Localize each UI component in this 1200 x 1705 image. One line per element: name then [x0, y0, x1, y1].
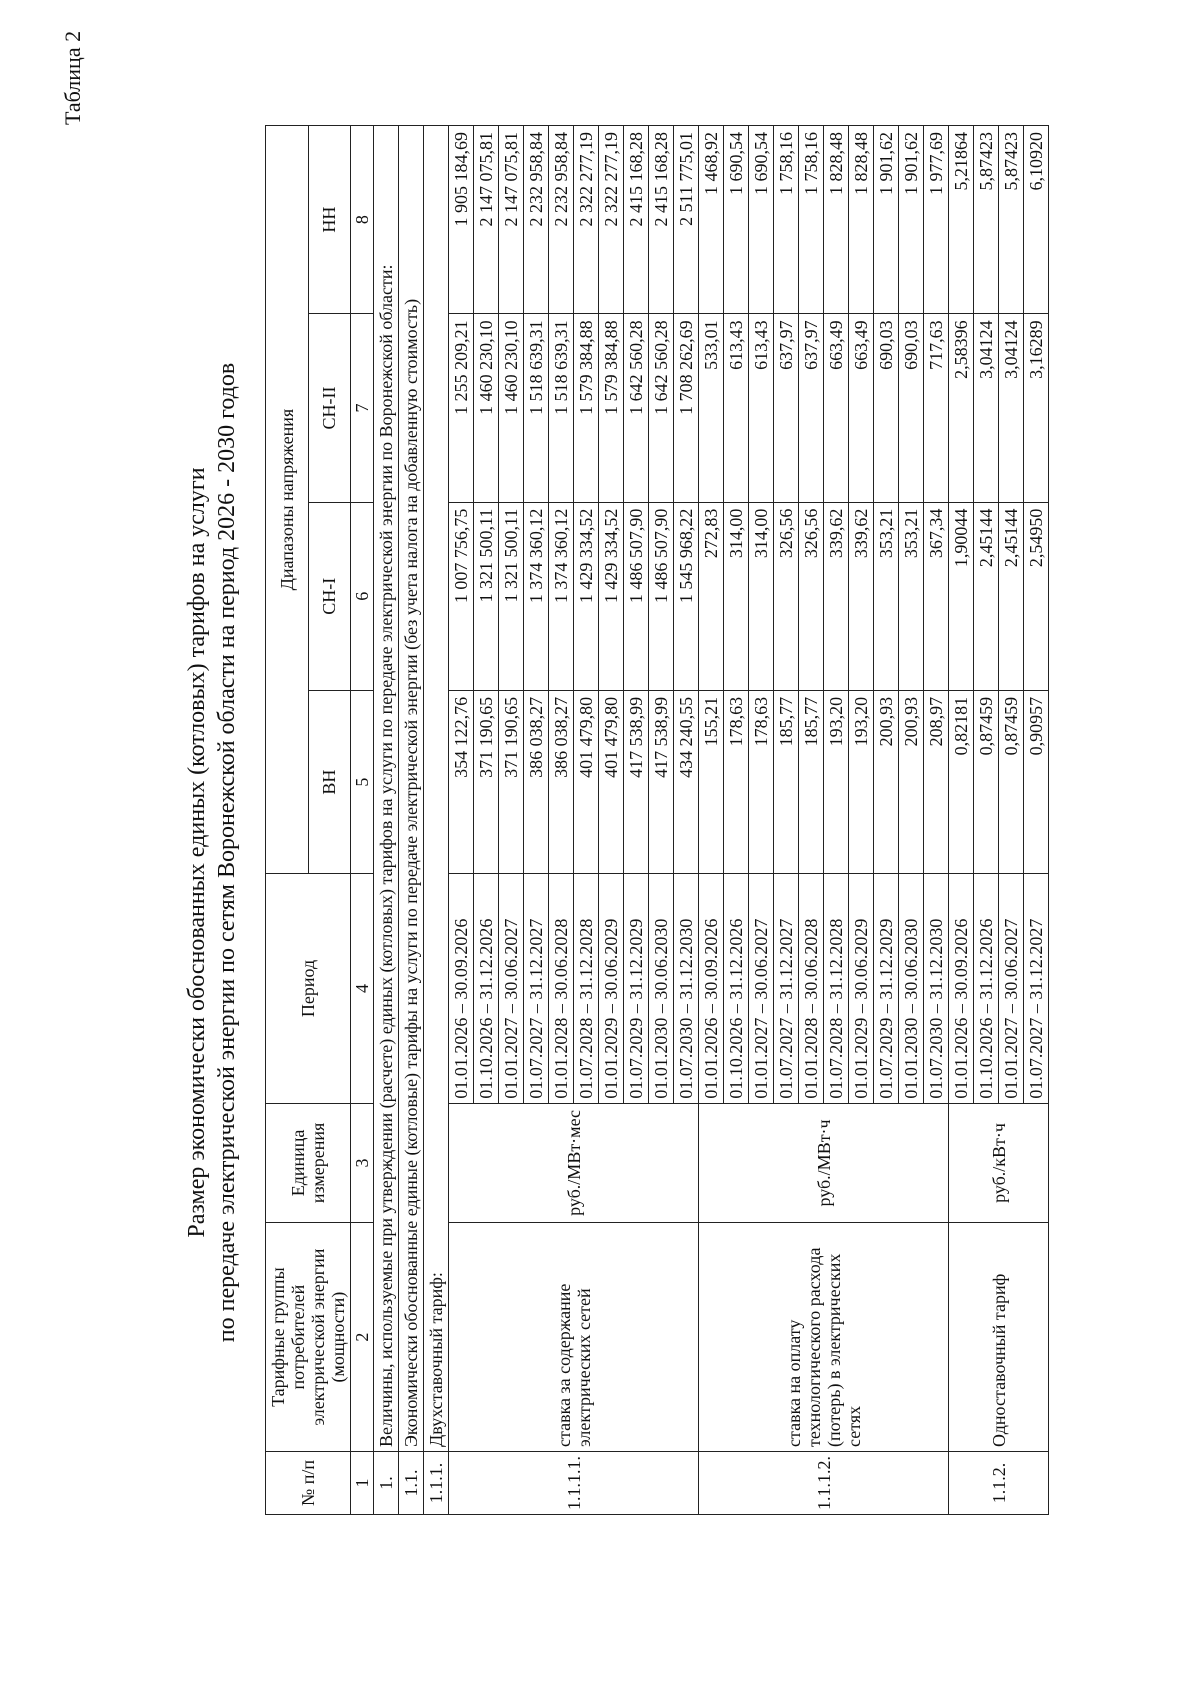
- colnum-4: 4: [351, 874, 374, 1103]
- period-cell: 01.01.2027 – 30.06.2027: [499, 874, 524, 1103]
- vn-cell: 386 038,27: [524, 690, 549, 873]
- vn-cell: 200,93: [874, 690, 899, 873]
- sn1-cell: 1 545 968,22: [674, 502, 699, 690]
- header-num: № п/п: [266, 1452, 351, 1515]
- sn2-cell: 637,97: [799, 314, 824, 502]
- nn-cell: 1 977,69: [924, 126, 949, 314]
- vn-cell: 371 190,65: [474, 690, 499, 873]
- sn2-cell: 690,03: [874, 314, 899, 502]
- vn-cell: 417 538,99: [624, 690, 649, 873]
- sn1-cell: 353,21: [899, 502, 924, 690]
- nn-cell: 2 232 958,84: [549, 126, 574, 314]
- tariff-table: [265, 125, 1049, 1515]
- nn-cell: 2 322 277,19: [574, 126, 599, 314]
- header-nn: НН: [308, 126, 351, 314]
- nn-cell: 1 468,92: [699, 126, 724, 314]
- colnum-5: 5: [351, 690, 374, 873]
- period-cell: 01.01.2026 – 30.09.2026: [699, 874, 724, 1103]
- period-cell: 01.10.2026 – 31.12.2026: [724, 874, 749, 1103]
- colnum-2: 2: [351, 1223, 374, 1452]
- nn-cell: 1 828,48: [849, 126, 874, 314]
- vn-cell: 155,21: [699, 690, 724, 873]
- sn2-cell: 1 460 230,10: [499, 314, 524, 502]
- nn-cell: 5,87423: [999, 126, 1024, 314]
- vn-cell: 193,20: [849, 690, 874, 873]
- period-cell: 01.01.2028 – 30.06.2028: [549, 874, 574, 1103]
- sn2-cell: 1 579 384,88: [574, 314, 599, 502]
- sn1-cell: 2,54950: [1024, 502, 1049, 690]
- sn2-cell: 613,43: [749, 314, 774, 502]
- header-ranges: Диапазоны напряжения: [266, 126, 309, 874]
- vn-cell: 178,63: [749, 690, 774, 873]
- section-1-1-text: Экономически обоснованные единые (котловые) тарифы на услуги по передаче электрической энергии (без учета налога на добавленную стоимость): [399, 126, 424, 1452]
- sn1-cell: 272,83: [699, 502, 724, 690]
- vn-cell: 401 479,80: [574, 690, 599, 873]
- header-group: Тарифные группы потребителей электрической энергии (мощности): [266, 1223, 351, 1452]
- nn-cell: 1 828,48: [824, 126, 849, 314]
- sn1-cell: 1 321 500,11: [474, 502, 499, 690]
- vn-cell: 434 240,55: [674, 690, 699, 873]
- sn1-cell: 339,62: [849, 502, 874, 690]
- period-cell: 01.07.2027 – 31.12.2027: [1024, 874, 1049, 1103]
- period-cell: 01.07.2027 – 31.12.2027: [524, 874, 549, 1103]
- period-cell: 01.01.2027 – 30.06.2027: [999, 874, 1024, 1103]
- table-label: Таблица 2: [60, 30, 85, 125]
- group-unit: руб./кВт·ч: [949, 1103, 1049, 1223]
- nn-cell: 1 690,54: [749, 126, 774, 314]
- table-row: [699, 126, 724, 1515]
- sn1-cell: 1 486 507,90: [624, 502, 649, 690]
- section-1-text: Величины, используемые при утверждении (расчете) единых (котловых) тарифов на услуги по передаче электрической энергии по Воронежской области:: [374, 126, 399, 1452]
- vn-cell: 401 479,80: [599, 690, 624, 873]
- vn-cell: 0,90957: [1024, 690, 1049, 873]
- sn1-cell: 353,21: [874, 502, 899, 690]
- group-name: Одноставочный тариф: [949, 1223, 1049, 1452]
- nn-cell: 2 232 958,84: [524, 126, 549, 314]
- header-sn2: СН-II: [308, 314, 351, 502]
- colnum-7: 7: [351, 314, 374, 502]
- sn1-cell: 1,90044: [949, 502, 974, 690]
- group-name: ставка на оплату технологического расхода (потерь) в электрических сетях: [699, 1223, 949, 1452]
- sn2-cell: 717,63: [924, 314, 949, 502]
- vn-cell: 208,97: [924, 690, 949, 873]
- nn-cell: 2 147 075,81: [499, 126, 524, 314]
- sn1-cell: 1 321 500,11: [499, 502, 524, 690]
- sn1-cell: 1 374 360,12: [524, 502, 549, 690]
- colnum-1: 1: [351, 1452, 374, 1515]
- nn-cell: 1 690,54: [724, 126, 749, 314]
- vn-cell: 0,87459: [999, 690, 1024, 873]
- sn1-cell: 326,56: [799, 502, 824, 690]
- sn1-cell: 1 007 756,75: [449, 502, 474, 690]
- sn2-cell: 2,58396: [949, 314, 974, 502]
- nn-cell: 1 758,16: [774, 126, 799, 314]
- header-sn1: СН-I: [308, 502, 351, 690]
- vn-cell: 0,82181: [949, 690, 974, 873]
- period-cell: 01.01.2029 – 30.06.2029: [849, 874, 874, 1103]
- period-cell: 01.07.2030 – 31.12.2030: [924, 874, 949, 1103]
- period-cell: 01.01.2029 – 30.06.2029: [599, 874, 624, 1103]
- vn-cell: 417 538,99: [649, 690, 674, 873]
- sn1-cell: 367,34: [924, 502, 949, 690]
- period-cell: 01.07.2028 – 31.12.2028: [574, 874, 599, 1103]
- sn2-cell: 613,43: [724, 314, 749, 502]
- sn2-cell: 1 579 384,88: [599, 314, 624, 502]
- group-name: ставка за содержание электрических сетей: [449, 1223, 699, 1452]
- sn2-cell: 1 518 639,31: [524, 314, 549, 502]
- vn-cell: 386 038,27: [549, 690, 574, 873]
- sn1-cell: 339,62: [824, 502, 849, 690]
- sn1-cell: 1 429 334,52: [599, 502, 624, 690]
- nn-cell: 2 147 075,81: [474, 126, 499, 314]
- sn2-cell: 1 708 262,69: [674, 314, 699, 502]
- period-cell: 01.07.2027 – 31.12.2027: [774, 874, 799, 1103]
- period-cell: 01.07.2029 – 31.12.2029: [624, 874, 649, 1103]
- header-period: Период: [266, 874, 351, 1103]
- period-cell: 01.01.2027 – 30.06.2027: [749, 874, 774, 1103]
- period-cell: 01.01.2026 – 30.09.2026: [949, 874, 974, 1103]
- nn-cell: 2 322 277,19: [599, 126, 624, 314]
- table-row: [949, 126, 974, 1515]
- nn-cell: 1 905 184,69: [449, 126, 474, 314]
- sn1-cell: 314,00: [749, 502, 774, 690]
- sn2-cell: 1 642 560,28: [649, 314, 674, 502]
- sn2-cell: 3,16289: [1024, 314, 1049, 502]
- colnum-8: 8: [351, 126, 374, 314]
- sn2-cell: 663,49: [849, 314, 874, 502]
- vn-cell: 0,87459: [974, 690, 999, 873]
- nn-cell: 1 758,16: [799, 126, 824, 314]
- sn1-cell: 314,00: [724, 502, 749, 690]
- group-unit: руб./МВт·мес: [449, 1103, 699, 1223]
- vn-cell: 185,77: [774, 690, 799, 873]
- nn-cell: 2 415 168,28: [624, 126, 649, 314]
- period-cell: 01.10.2026 – 31.12.2026: [474, 874, 499, 1103]
- vn-cell: 354 122,76: [449, 690, 474, 873]
- sn2-cell: 1 518 639,31: [549, 314, 574, 502]
- sn2-cell: 1 255 209,21: [449, 314, 474, 502]
- nn-cell: 6,10920: [1024, 126, 1049, 314]
- nn-cell: 5,87423: [974, 126, 999, 314]
- vn-cell: 200,93: [899, 690, 924, 873]
- title-line-1: Размер экономически обоснованных единых (котловых) тарифов на услуги: [184, 467, 210, 1238]
- sn2-cell: 637,97: [774, 314, 799, 502]
- section-1-1-num: 1.1.: [399, 1452, 424, 1515]
- header-vn: ВН: [308, 690, 351, 873]
- sn1-cell: 2,45144: [974, 502, 999, 690]
- sn1-cell: 326,56: [774, 502, 799, 690]
- sn1-cell: 2,45144: [999, 502, 1024, 690]
- sn1-cell: 1 429 334,52: [574, 502, 599, 690]
- colnum-6: 6: [351, 502, 374, 690]
- header-unit: Единица измерения: [266, 1103, 351, 1223]
- nn-cell: 2 511 775,01: [674, 126, 699, 314]
- period-cell: 01.01.2030 – 30.06.2030: [899, 874, 924, 1103]
- nn-cell: 1 901,62: [899, 126, 924, 314]
- period-cell: 01.01.2030 – 30.06.2030: [649, 874, 674, 1103]
- period-cell: 01.01.2028 – 30.06.2028: [799, 874, 824, 1103]
- section-1-num: 1.: [374, 1452, 399, 1515]
- sn1-cell: 1 374 360,12: [549, 502, 574, 690]
- period-cell: 01.10.2026 – 31.12.2026: [974, 874, 999, 1103]
- sn2-cell: 1 642 560,28: [624, 314, 649, 502]
- section-1-1-1-text: Двухставочный тариф:: [424, 126, 449, 1452]
- vn-cell: 193,20: [824, 690, 849, 873]
- vn-cell: 178,63: [724, 690, 749, 873]
- group-num: 1.1.1.2.: [699, 1452, 949, 1515]
- vn-cell: 185,77: [799, 690, 824, 873]
- period-cell: 01.07.2030 – 31.12.2030: [674, 874, 699, 1103]
- sn2-cell: 690,03: [899, 314, 924, 502]
- period-cell: 01.07.2029 – 31.12.2029: [874, 874, 899, 1103]
- colnum-3: 3: [351, 1103, 374, 1223]
- period-cell: 01.01.2026 – 30.09.2026: [449, 874, 474, 1103]
- sn2-cell: 1 460 230,10: [474, 314, 499, 502]
- nn-cell: 5,21864: [949, 126, 974, 314]
- nn-cell: 1 901,62: [874, 126, 899, 314]
- sn1-cell: 1 486 507,90: [649, 502, 674, 690]
- sn2-cell: 3,04124: [999, 314, 1024, 502]
- group-unit: руб./МВт·ч: [699, 1103, 949, 1223]
- sn2-cell: 663,49: [824, 314, 849, 502]
- title-line-2: по передаче электрической энергии по сетям Воронежской области на период 2026 - 2030 годов: [214, 362, 240, 1343]
- group-num: 1.1.2.: [949, 1452, 1049, 1515]
- section-1-1-1-num: 1.1.1.: [424, 1452, 449, 1515]
- table-row: [449, 126, 474, 1515]
- vn-cell: 371 190,65: [499, 690, 524, 873]
- sn2-cell: 533,01: [699, 314, 724, 502]
- nn-cell: 2 415 168,28: [649, 126, 674, 314]
- sn2-cell: 3,04124: [974, 314, 999, 502]
- group-num: 1.1.1.1.: [449, 1452, 699, 1515]
- period-cell: 01.07.2028 – 31.12.2028: [824, 874, 849, 1103]
